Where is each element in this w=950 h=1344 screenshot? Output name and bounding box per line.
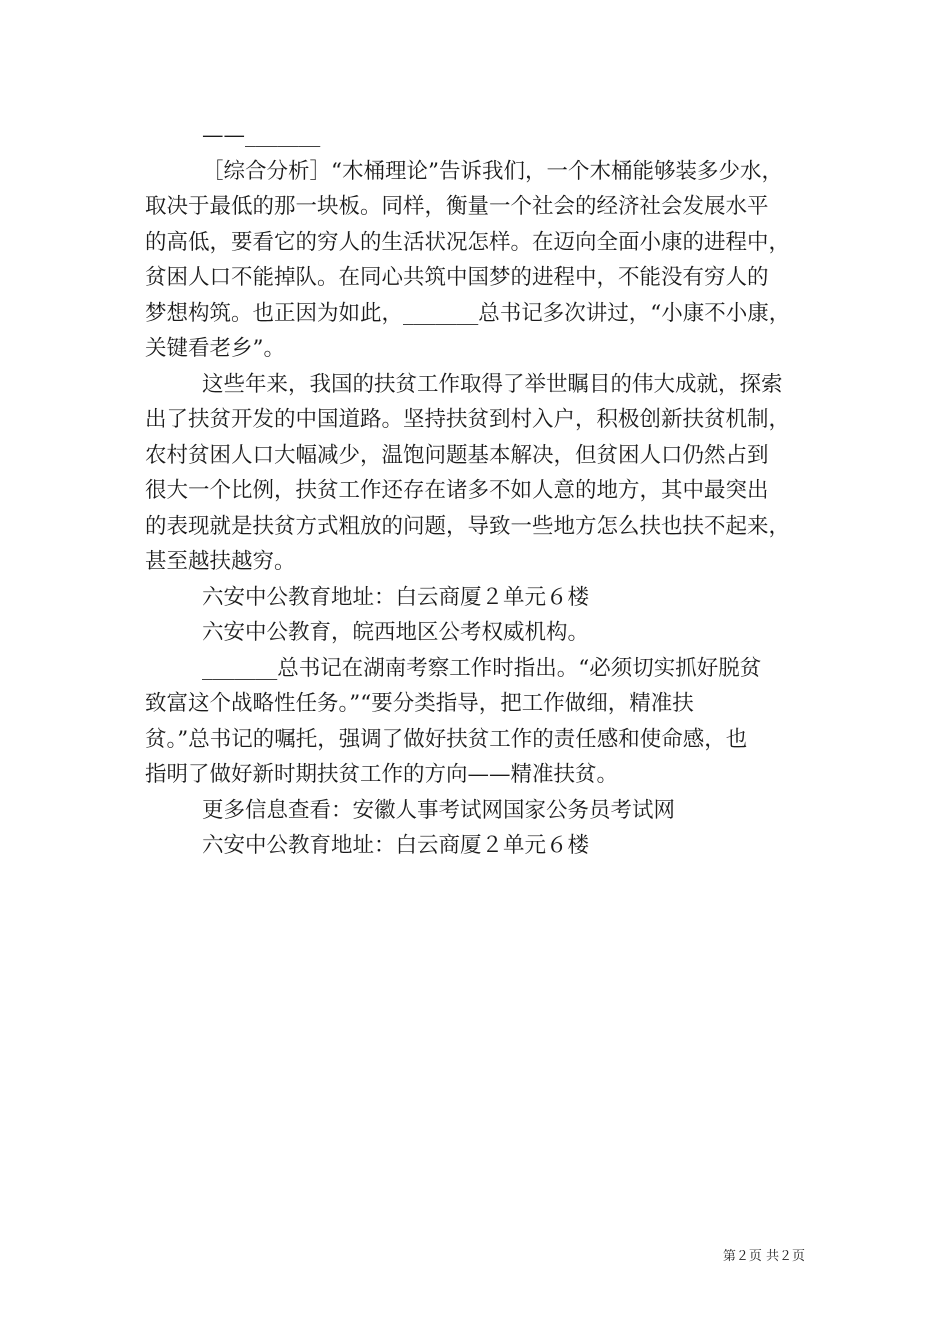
analysis-paragraph-line: ［综合分析］“木桶理论”告诉我们，一个木桶能够装多少水，	[202, 158, 783, 184]
achievement-paragraph-line: 甚至越扶越穷。	[145, 549, 296, 574]
institution-line: 六安中公教育，皖西地区公考权威机构。	[202, 620, 590, 645]
answer-blank-line: ——_______	[202, 123, 321, 148]
achievement-paragraph-line: 出了扶贫开发的中国道路。坚持扶贫到村入户，积极创新扶贫机制，	[145, 407, 791, 432]
address-line: 六安中公教育地址：白云商厦２单元６楼	[202, 833, 590, 858]
achievement-paragraph-line: 这些年来，我国的扶贫工作取得了举世瞩目的伟大成就，探索	[202, 371, 783, 397]
page-number: 第２页 共２页	[722, 1249, 805, 1264]
analysis-paragraph-line: 取决于最低的那一块板。同样，衡量一个社会的经济社会发展水平	[145, 194, 769, 219]
analysis-paragraph-line: 贫困人口不能掉队。在同心共筑中国梦的进程中，不能没有穷人的	[145, 265, 769, 290]
analysis-paragraph-line: 关键看老乡”。	[145, 336, 285, 361]
achievement-paragraph-line: 农村贫困人口大幅减少，温饱问题基本解决，但贫困人口仍然占到	[145, 442, 769, 468]
address-line: 六安中公教育地址：白云商厦２单元６楼	[202, 584, 590, 610]
achievement-paragraph-line: 很大一个比例，扶贫工作还存在诸多不如人意的地方，其中最突出	[145, 478, 769, 503]
hunan-paragraph-line: 贫。”总书记的嘱托，强调了做好扶贫工作的责任感和使命感，也	[145, 726, 748, 752]
hunan-paragraph-line: 指明了做好新时期扶贫工作的方向——精准扶贫。	[145, 762, 619, 787]
document-body	[145, 118, 810, 864]
more-info-line: 更多信息查看：安徽人事考试网国家公务员考试网	[202, 797, 676, 823]
hunan-paragraph-line: 致富这个战略性任务。”“要分类指导，把工作做细，精准扶	[145, 691, 694, 716]
hunan-paragraph-line: _______总书记在湖南考察工作时指出。“必须切实抓好脱贫	[202, 655, 762, 681]
analysis-paragraph-line: 的高低，要看它的穷人的生活状况怎样。在迈向全面小康的进程中，	[145, 229, 791, 255]
achievement-paragraph-line: 的表现就是扶贫方式粗放的问题，导致一些地方怎么扶也扶不起来，	[145, 513, 791, 539]
analysis-paragraph-line: 梦想构筑。也正因为如此，_______总书记多次讲过，“小康不小康，	[145, 300, 791, 326]
